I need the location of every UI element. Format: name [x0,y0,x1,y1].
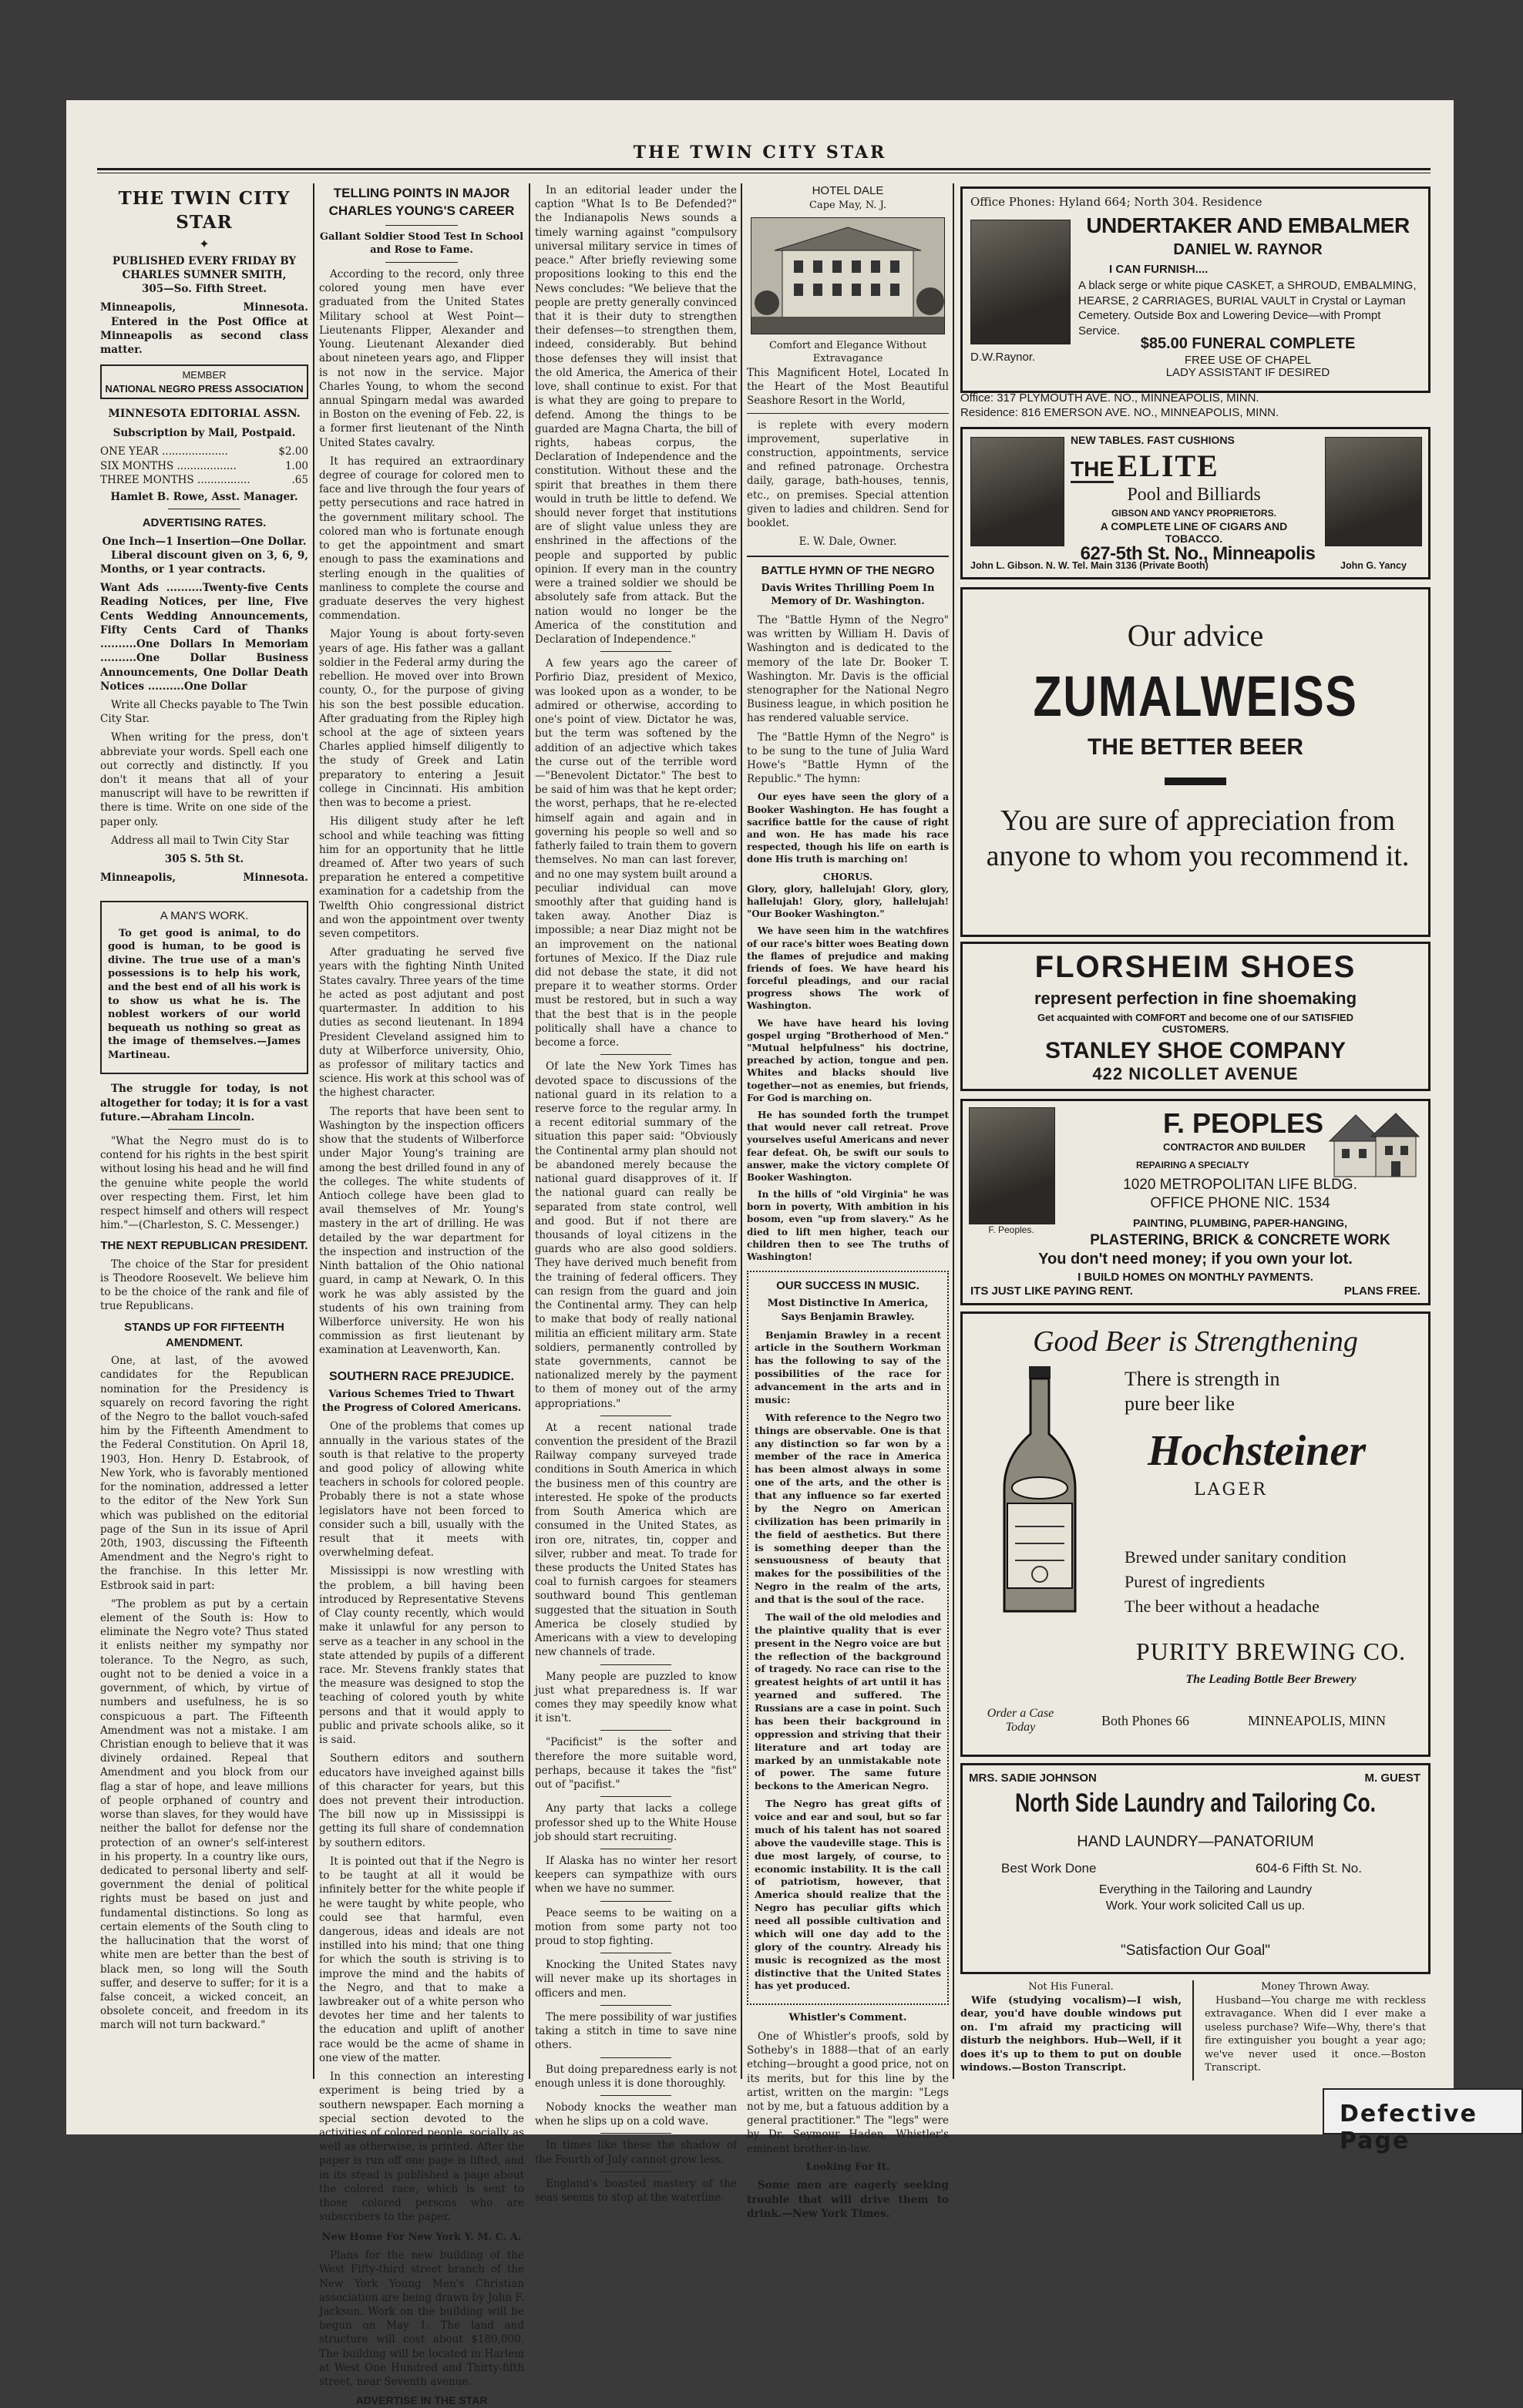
editorial-p4: At a recent national trade convention the president of the Brazil Railway company surveyed trade conditions in South America in which the business men of this country are interested. He spoke of the products from South America which are consumed in the United States, as iron ore, nitrates, tin, copper and silver, rubber and meat. To trade for these products the United States has coal to furnish cargoes for steamers southward bound This gentleman suggested that the situation in South America be closely studied by Americans with a view to developing new channels of trade. [535,1421,737,1659]
undertaker-name: DANIEL W. RAYNOR [1173,241,1323,258]
undertaker-office: Office: 317 PLYMOUTH AVE. NO., MINNEAPOLIS, MINN. [960,391,1259,405]
published-line: PUBLISHED EVERY FRIDAY BY [112,254,297,267]
undertaker-price: $85.00 FUNERAL COMPLETE [1140,335,1356,352]
jokes-section [960,1980,1426,2081]
house-illustration-icon [1325,1106,1422,1183]
yancy-portrait [1325,437,1422,546]
music-p4: The Negro has great gifts of voice and ear and soul, but so far much of his talent has not soared above the vaudeville stage. This is due most largely, of course, to economic instability. It is the call of patriotism, however, that America should realize that the Negro has peculiar gifts which need all possible cultivation and which will one day add to the glory of the country. Already his music is recognized as the most distinctive that the United States has yet produced. [755,1798,941,1992]
laundry-address: 604-6 Fifth St. No. [1256,1861,1362,1876]
rate-row [100,473,308,487]
hymn-verse-1: Our eyes have seen the glory of a Booker Washington. He has fought a sacrifice battle for the cause of right and won. He has made his race respected, though his life on earth is done His truth is marching on! [747,791,949,865]
masthead: THE TWIN CITY STAR [633,143,887,163]
music-subtitle: Most Distinctive In America, Says Benjamin Brawley. [767,1298,929,1324]
member-label: MEMBER [182,369,227,381]
editorial-p7: Any party that lacks a college professor shed up to the White House job should start recruiting. [535,1802,737,1843]
nnpa-label: NATIONAL NEGRO PRESS ASSOCIATION [105,382,304,395]
column-rule [529,183,530,2079]
undertaker-addresses [960,391,1426,421]
publisher-address: 305—So. Fifth Street. [141,283,267,296]
southern-p4: It is pointed out that if the Negro is to be taught at all it would be infinitely better for the white people if he were taught by white people, who could see that harmful, even dangerous, ideas and ideals are not instilled into his mind; that one thing for which the south is striving is to improve the mind and the habits of the Negro, and that to make a lawbreaker out of a white person who devotes her time and her talents to the education and uplift of another race would be the acme of shame in one view of the matter. [319,1855,524,2064]
editorial-p6: "Pacificist" is the softer and therefore the more suitable word, perhaps, because it takes the "fist" out of "pacifist." [535,1736,737,1792]
editorial-p1: In an editorial leader under the caption "What Is to Be Defended?" the Indianapolis News sounds a timely warning against "compulsory universal military service in times of peace." After briefly reviewing some propositions looking to this end the News concludes: "We believe that the people are pretty generally convinced that it is their duty to strengthen their defenses—to strengthen them, indeed, considerably. But behind those defenses they will insist that the old America, the America of their love, shall continue to exist. For that is what they are going to prepare to defend. Among the things to be guarded are Magna Charta, the bill of rights, habeas corpus, the Declaration of Independence and the constitution. Without these and the spirit that breathes in them there would in truth be little to defend. We should never forget that institutions are of slight value unless they are enshrined in the affections of the people and supported by public opinion. If every man in the country were a trained soldier we should be absolutely safe from attack. But the nation would no longer be the America of the constitution and Declaration of Independence." [535,184,737,646]
undertaker-title: UNDERTAKER AND EMBALMER [1086,213,1410,237]
elite-name: ELITE [1117,448,1219,483]
member-box [100,364,308,399]
southern-title: SOUTHERN RACE PREJUDICE. [328,1369,515,1383]
advertise-line: ADVERTISE IN THE STAR [355,2394,488,2407]
young-p5: After graduating he served five years with the fighting Ninth United States cavalry. Three years of the time he acted as post adjutant and post quartermaster. In addition to his duties as second lieutenant. In 1894 President Cleveland assigned him to duty at Wilberforce university, Ohio, as professor of military tactics and science. His work at this school was of the highest character. [319,946,524,1100]
beer-benefits [1125,1545,1346,1619]
laundry-owner: MRS. SADIE JOHNSON [969,1772,1097,1785]
editorial-p8: If Alaska has no winter her resort keepers can sympathize with ours when we have no summer. [535,1854,737,1896]
peoples-phone: OFFICE PHONE NIC. 1534 [1150,1195,1330,1211]
beer-benefit-1: Brewed under sanitary condition [1125,1547,1346,1567]
hotel-description: This Magnificent Hotel, Located In the Heart of the Most Beautiful Seashore Resort in the World, [747,366,949,408]
divider [600,2171,671,2172]
adv-discount: Liberal discount given on 3, 6, 9, Months, or 1 year contracts. [100,549,308,576]
elite-address: 627-5th St. No., Minneapolis [1080,543,1316,564]
undertaker-residence: Residence: 816 EMERSON AVE. NO., MINNEAPOLIS, MINN. [960,405,1279,419]
elite-the: THE [1071,457,1114,483]
beer-order: Order a Case Today [987,1707,1054,1734]
joke-funeral-text: Wife (studying vocalism)—I wish, dear, you'd have double windows put on. I'm afraid my practicing will disturb the neighbors. Hub—Well, if it does it's up to them to put on double windows.—Boston Transcript. [960,1994,1182,2074]
hotel-owner: E. W. Dale, Owner. [798,536,897,549]
editorial-p15: England's boasted mastery of the seas seems to stop at the waterline. [535,2177,737,2205]
undertaker-phones: Office Phones: Hyland 664; North 304. Residence [970,195,1262,209]
column-3 [535,183,737,2205]
undertaker-text: A black serge or white pique CASKET, a SHROUD, EMBALMING, HEARSE, 2 CARRIAGES, BURIAL VAULT in Crystal or Layman Cemetery. Outside Box and Lowering Device—with Prompt Service. [1078,279,1417,338]
beer-benefit-2: Purest of ingredients [1125,1571,1266,1591]
flor-address: 422 NICOLLET AVENUE [1092,1064,1299,1083]
zum-advice: Our advice [1127,618,1264,653]
hymn-verse-2: We have seen him in the watchfires of our race's bitter woes Beating down the flames of prejudice and making friends of foes. We have heard his forceful pleadings, and our racial progress shows The work of Washington. [747,925,949,1012]
column-1 [100,183,308,2079]
ymca-text: Plans for the new building of the West Fifty-third street branch of the New York Young Men's Christian association are being drawn by John F. Jackson. Work on the building will be begun on May 1. The land and structure will cost about $180,000. The building will be located in Harlem at West One Hundred and Thirty-fifth street, near Seventh avenue. [319,2249,524,2389]
music-p1: Benjamin Brawley in a recent article in the Southern Workman has the following to say of the possibilities of the race for advancement in the arts and in music: [755,1328,941,1406]
beer-city: MINNEAPOLIS, MINN [1248,1713,1386,1728]
hymn-subtitle: Davis Writes Thrilling Poem In Memory of Dr. Washington. [761,582,935,608]
elite-ad [960,427,1431,579]
editorial-p11: The mere possibility of war justifies taking a stitch in time to save nine others. [535,2010,737,2052]
whistler-title: Whistler's Comment. [788,2012,907,2024]
peoples-caption: F. Peoples. [988,1224,1034,1235]
mans-work-title: A MAN'S WORK. [160,908,249,922]
asst-manager: Hamlet B. Rowe, Asst. Manager. [110,491,298,504]
editorial-p14: In times like these the shadow of the Fourth of July cannot grow less. [535,2139,737,2166]
ymca-title: New Home For New York Y. M. C. A. [321,2231,522,2243]
hymn-verse-4: He has sounded forth the trumpet that would never call retreat. Prove yourselves useful Americans and never fear defeat. Oh, be swift our souls to answer, make the victory complete Of Booker Washington. [747,1109,949,1183]
peoples-name: F. PEOPLES [1163,1107,1324,1139]
mans-work-box [100,901,308,1075]
column-2 [319,183,524,2407]
southern-subtitle: Various Schemes Tried to Thwart the Progress of Colored Americans. [321,1389,522,1414]
hymn-title: BATTLE HYMN OF THE NEGRO [761,563,935,577]
beer-benefit-3: The beer without a headache [1125,1596,1320,1616]
beer-company: PURITY BREWING CO. [1135,1637,1407,1665]
beer-line-2: pure beer like [1125,1392,1235,1415]
music-p3: The wail of the old melodies and the plaintive quality that is ever present in the Negro voice are but the reflection of the background of tragedy. No race can rise to the greatest heights of art until it has yearned and suffered. The Russians are a case in point. Such has been their background in oppression and striving that their literature and art today are marked by an unmistakable note of power. The same future beckons to the American Negro. [755,1610,941,1792]
flor-represent: represent perfection in fine shoemaking [1034,989,1357,1008]
divider [600,651,671,652]
editorial-p2: A few years ago the career of Porfirio Diaz, president of Mexico, was looked upon as a wonder, to be admired or otherwise, according to one's point of view. Dictator he was, but the term was softened by the addition of an adjective which takes the curse out of the terrible word—"Benevolent Dictator." The best to be said of him was that he kept order; the worst, perhaps, that he re-elected himself again and again and in governing his people so well and so fatherly failed to train them to govern themselves. No man can last forever, and no one may system built around a peculiar individual can move smoothly after that guiding hand is taken away. Another Diaz is impossible; a near Diaz might not be an improvement on the national fortunes of Mexico. If the Diaz rule did not debase the state, it did not prepare it to weather storms. Order must be restored, but in such a way that the best that is in the people politically shall have a chance to become a force. [535,657,737,1050]
purity-beer-ad [960,1311,1431,1757]
editorial-p3: Of late the New York Times has devoted space to discussions of the national guard in its relation to a reserve force to the regular army. In a recent editorial summary of the situation this paper said: "Obviously the Continental army plan should not be abandoned merely because the national guard disapproves of it. If the national guard can really be separated from state control, well and good. But if not there are thousands of loyal citizens in the guards who are also good soldiers. They have derived much benefit from the training of federal officers. They can resign from the guard and join the Continental army. They can help to make that body of really national militia an efficient military arm. State soldiers, permanently controlled by state governments, cannot be nationalized merely by the payment to them of money out of the army appropriations." [535,1060,737,1410]
peoples-role: CONTRACTOR AND BUILDER [1163,1141,1306,1153]
zum-better: THE BETTER BEER [1087,734,1304,760]
undertaker-lady: LADY ASSISTANT IF DESIRED [1165,366,1330,379]
gibson-portrait [970,437,1064,546]
beer-bottle-icon [981,1365,1097,1619]
masthead-rule [97,168,1431,170]
star-ornament: ✦ [199,237,210,252]
column-4 [747,183,949,2220]
flor-company: STANLEY SHOE COMPANY [1044,1038,1346,1063]
beer-title: Good Beer is Strengthening [1033,1325,1358,1358]
checks-note: Write all Checks payable to The Twin City Star. [100,698,308,726]
divider [600,1901,671,1902]
publisher: CHARLES SUMNER SMITH, [122,268,287,281]
mail-city-line [100,871,308,885]
beer-line-1: There is strength in [1125,1368,1280,1390]
beer-lager: LAGER [1194,1480,1268,1500]
mea-label: MINNESOTA EDITORIAL ASSN. [108,408,301,421]
music-title: OUR SUCCESS IN MUSIC. [776,1279,920,1293]
divider [600,1054,671,1055]
rate-price: $2.00 [278,445,308,458]
hymn-p1: The "Battle Hymn of the Negro" was written by William H. Davis of Washington and is dedicated to the memory of the late Dr. Booker T. Washington. Mr. Davis is the official stenographer for the National Negro Business league, in which position he has rendered valuable service. [747,613,949,725]
undertaker-ad [960,186,1431,393]
column-rule [1192,1980,1194,2081]
subscription-label: Subscription by Mail, Postpaid. [113,427,296,440]
hotel-illustration [751,217,945,334]
hymn-chorus: Glory, glory, hallelujah! Glory, glory, hallelujah! Glory, glory, hallelujah! "Our Booker Washington." [747,883,949,920]
peoples-build: I BUILD HOMES ON MONTHLY PAYMENTS. [1078,1271,1313,1284]
peoples-portrait [969,1107,1055,1224]
divider [600,1730,671,1731]
zum-name: ZUMALWEISS [1033,664,1358,728]
peoples-address: 1020 METROPOLITAN LIFE BLDG. [1123,1177,1357,1193]
florsheim-ad [960,942,1431,1091]
looking-title: Looking For It. [805,2161,890,2173]
divider [168,1129,241,1130]
adv-rates: Want Ads ..........Twenty-five Cents Reading Notices, per line, Five Cents Wedding Announcements, Fifty Cents Card of Thanks ..........One Dollars In Memoriam ..........One Dollar Business Announcements, One Dollar Death Notices ..........One Dollar [100,582,308,693]
rate-label: THREE MONTHS ................ [100,473,250,486]
young-title: TELLING POINTS IN MAJOR CHARLES YOUNG'S CAREER [328,186,515,218]
paper-title: THE TWIN CITY STAR [118,188,291,233]
young-p6: The reports that have been sent to Washington by the inspection officers show that the students of Wilberforce under Major Young's training are among the best drilled found in any of the colleges. The white students of Antioch college have been glad to avail themselves of Mr. Young's mastery in the art of drilling. He was detailed by the war department for the inspection and instruction of the Ninth battalion of the Ohio national guard, in camp at Newark, O. In this work he was ably assisted by the students of his own training from Wilberforce university. He won his commission as first lieutenant by examination at Leavenworth, Kan. [319,1105,524,1357]
joke-funeral-title: Not His Funeral. [1028,1981,1114,1993]
hotel-title: HOTEL DALE [812,184,884,197]
bottle-illustration-icon [981,1365,1097,1619]
divider [600,2133,671,2134]
divider [600,1664,671,1665]
flor-get: Get acquainted with COMFORT and become one of our SATISFIED CUSTOMERS. [1037,1012,1353,1035]
mans-work-text: To get good is animal, to do good is human, to be good is divine. The true use of a man's possessions is to help his work, and the best end of all his work is to show us what he is. The noblest workers of our world bequeath us nothing so great as the image of themselves.—James Martineau. [108,927,301,1061]
laundry-guest: M. GUEST [1364,1772,1420,1785]
divider [600,2057,671,2058]
hotel-caption: Comfort and Elegance Without Extravagance [768,339,927,365]
laundry-goal: "Satisfaction Our Goal" [1120,1943,1271,1959]
lincoln-quote: The struggle for today, is not altogether for today; it is for a vast future.—Abraham Lincoln. [100,1083,308,1123]
peoples-paint: PAINTING, PLUMBING, PAPER-HANGING, [1133,1217,1347,1229]
hotel-description-2: is replete with every modern improvement, superlative in construction, appointments, service and refined patronage. Orchestra daily, garage, bath-houses, tennis, etc., on premises. Special attention given to ladies and children. Send for booklet. [747,418,949,530]
rate-row [100,445,308,458]
divider [747,556,949,557]
elite-top: NEW TABLES. FAST CUSHIONS [1071,434,1235,446]
joke-funeral [960,1980,1182,2081]
divider [385,225,457,226]
young-p4: His diligent study after he left school and while teaching was fitting him for an opportunity that he little dreamed of. After two years of such preparation he entered a competitive examination for a cadetship from the Twelfth Ohio congressional district and won the appointment over twenty seven competitors. [319,815,524,941]
peoples-plaster: PLASTERING, BRICK & CONCRETE WORK [1090,1232,1390,1248]
editorial-p5: Many people are puzzled to know just what preparedness is. If war comes they may speedily know what it isn't. [535,1670,737,1725]
hymn-verse-3: We have have heard his loving gospel urging "Brotherhood of Men." "Mutual helpfulness" his doctrine, preached by action, tongue and pen. Whites and blacks should live together—not as enemies, but friends, For God is marching on. [747,1017,949,1103]
young-p3: Major Young is about forty-seven years of age. His father was a gallant soldier in the Federal army during the rebellion. He moved over into Brown county, O., for the purpose of giving his son the best possible education. After graduating from the Ripley high school at the age of sixteen years Charles applied himself diligently to the study of Greek and Latin preparatory to entering a Jesuit college in Cincinnati. His ambition then was to become a priest. [319,628,524,810]
column-rule [953,183,954,2079]
editorial-p13: Nobody knocks the weather man when he slips up on a cold wave. [535,2101,737,2128]
rate-price: 1.00 [284,459,308,472]
entered-notice: Entered in the Post Office at Minneapolis as second class matter. [100,315,308,356]
music-box [747,1271,949,2005]
hymn-chorus-label: CHORUS. [822,871,873,882]
dateline [100,301,308,314]
undertaker-signature: D.W.Raynor. [970,351,1036,364]
joke-money-title: Money Thrown Away. [1261,1981,1370,1993]
peoples-plans: PLANS FREE. [1343,1285,1420,1298]
negro-quote: "What the Negro must do is to contend for his rights in the best spirit without losing his head and he will find the genuine white people the world over respecting them. First, let him respect himself and others will respect him."—(Charleston, S. C. Messenger.) [100,1134,308,1232]
beer-brand: Hochsteiner [1148,1427,1367,1475]
peoples-repair: REPAIRING A SPECIALTY [1136,1160,1249,1170]
peoples-ad [960,1099,1431,1305]
young-p2: It has required an extraordinary degree of courage for colored men to face and live through the four years of petty persecutions and race hatred in the government military school. The colored man who is fortunate enough to get the appointment and smart enough to pass the examinations and sterling enough in the qualities of manliness to complete the course and graduate deserves the very highest commendation. [319,455,524,623]
elite-pool: Pool and Billiards [1127,485,1261,505]
joke-money [1205,1980,1426,2081]
advertising-title: ADVERTISING RATES. [142,516,267,530]
defective-page-label: Defective Page [1323,2088,1523,2134]
hymn-p2: The "Battle Hymn of the Negro" is to be sung to the tune of Julia Ward Howe's "Battle Hymn of the Republic." The hymn: [747,730,949,786]
joke-money-text: Husband—You charge me with reckless extravagance. When did I ever make a useless purchase? Wife—Why, there's that fire extinguisher you bought a year ago; we've never used it once.—Boston Transcript. [1204,1994,1427,2074]
divider [600,2005,671,2006]
house-icon [1325,1106,1422,1183]
divider [600,2095,671,2096]
dateline-city: Minneapolis, [100,301,177,314]
laundry-name: North Side Laundry and Tailoring Co. [1014,1788,1377,1818]
fifteenth-p2: "The problem as put by a certain element of the South is: How to eliminate the Negro vote? Thus stated it enlists neither my sympathy nor tolerance. To the Negro, as such, ought not to be denied a voice in a government, of which, by virtue of numbers and usefulness, he is so conspicuous a part. The Fifteenth Amendment was not a mistake. I am Christian enough to believe that it was divinely ordained. Repeal that Amendment and you block from our flag a star of hope, and leave millions of people orphaned of country and worse than slaves, for they would have neither the ballot for defense nor the protection of an owner's self-interest in his property. In a country like ours, dedicated to personal liberty and self-government the denial of political rights must be based on just and fundamental distinctions. So long as certain elements of the South cling to the hallucination that the worst of white men are better than the best of black men, so long will the South suffer, and deserve to suffer; for it is a false conceit, a wicked conceit, an obsolete conceit, and freedom in its march will not turn backward." [100,1597,308,2032]
southern-p3: Southern editors and southern educators have inveighed against bills of this character for years, but this does not prevent their introduction. The bill now up in Mississippi is getting its full share of condemnation by southern editors. [319,1752,524,1849]
writing-note: When writing for the press, don't abbreviate your words. Spell each one out correctly and distinctly. If you don't it means that all of your manuscript will have to be rewritten if there is time. Write on one side of the paper only. [100,731,308,828]
young-p1: According to the record, only three colored young men have ever graduated from the United States Military school at West Point—Lieutenants Flipper, Alexander and Young. Lieutenant Alexander died about nineteen years ago, and Flipper is not now in the service. Major Charles Young, to whom the second annual Spingarn medal was awarded in Boston on the evening of Feb. 22, is a former first lieutenant of the Ninth United States cavalry. [319,267,524,449]
column-rule [313,183,314,2079]
elite-cigars: A COMPLETE LINE OF CIGARS AND TOBACCO. [1100,520,1288,545]
southern-p1: One of the problems that comes up annually in the various states of the south is that relative to the property and good policy of allowing white teachers in schools for colored people. Probably there is not a state whose legislators have not been forced to consider such a bill, usually with the result that it meets with overwhelming defeat. [319,1420,524,1560]
fifteenth-p1: One, at last, of the avowed candidates for the Republican nomination for the Presidency is squarely on record favoring the right of the Negro to the ballot vouch-safed him by the Fifteenth Amendment to the Federal Constitution. On April 18, 1903, Hon. Henry D. Estabrook, of New York, who is favorably mentioned for the nomination, addressed a letter to the editor of the New York Sun which was published on the editorial page of the Sun in its issue of April 20th, 1903, discussing the Fifteenth Amendment and the Negro's right to the franchise. In this letter Mr. Estbrook said in part: [100,1355,308,1592]
undertaker-chapel: FREE USE OF CHAPEL [1184,354,1312,367]
rate-row [100,459,308,473]
rate-label: ONE YEAR .................... [100,445,228,458]
peoples-rent: ITS JUST LIKE PAYING RENT. [970,1285,1133,1298]
hymn-verse-5: In the hills of "old Virginia" he was born in poverty, With ambition in his bosom, even "up from slavery." As he died to lift men higher, teach our children then to see The truths of Washington! [747,1189,949,1263]
column-rule [741,183,742,2079]
newspaper-page [66,100,1454,2407]
zum-sure: You are sure of appreciation from anyone to whom you recommend it. [986,804,1410,872]
elite-logo [1071,448,1317,484]
beer-phones: Both Phones 66 [1101,1713,1190,1728]
editorial-p10: Knocking the United States navy will never make up its shortages in officers and men. [535,1959,737,2000]
beer-leading: The Leading Bottle Beer Brewery [1185,1673,1357,1686]
looking-text: Some men are eagerly seeking trouble that will drive them to drink.—New York Times. [747,2179,949,2220]
laundry-every: Everything in the Tailoring and Laundry Work. Your work solicited Call us up. [1098,1883,1313,1913]
laundry-hand: HAND LAUNDRY—PANATORIUM [1077,1833,1314,1850]
flor-name: FLORSHEIM SHOES [1034,950,1357,984]
fifteenth-title: STANDS UP FOR FIFTEENTH AMENDMENT. [124,1320,284,1349]
elite-yancy: John G. Yancy [1340,560,1407,571]
laundry-best: Best Work Done [1001,1861,1097,1876]
rate-price: .65 [291,473,308,486]
young-subtitle: Gallant Soldier Stood Test In School and Rose to Fame. [319,230,524,257]
divider [747,413,949,414]
hotel-building-icon [751,218,944,334]
divider [600,1796,671,1797]
zum-bar [1165,777,1226,785]
elite-props: GIBSON AND YANCY PROPRIETORS. [1111,508,1276,519]
whistler-text: One of Whistler's proofs, sold by Sotheby's in 1888—that of an early etching—brought a good price, not on its merits, but for this line by the artist, written on the margin: "Legs not by me, but a fatuous addition by a general practitioner." The "legs" were by Dr. Seymour Haden, Whistler's eminent brother-in-law. [747,2030,949,2155]
hotel-location: Cape May, N. J. [809,200,886,212]
raynor-portrait [970,220,1071,344]
peoples-money: You don't need money; if you own your lot. [1038,1251,1353,1268]
mail-note: Address all mail to Twin City Star [111,834,289,847]
divider [385,262,457,263]
editorial-p9: Peace seems to be waiting on a motion from some party not too proud to stop fighting. [535,1906,737,1948]
laundry-ad [960,1763,1431,1974]
adv-one-inch: One Inch—1 Insertion—One Dollar. [102,535,307,548]
southern-p2: Mississippi is now wrestling with the problem, a bill having been introduced by Representative Stevens of Clay county recently, which would make it unlawful for any person to serve as a teacher in any school in the state attended by pupils of a different race. Mr. Stevens frankly states that the measure was designed to stop the teaching of colored youth by white persons and that it would apply to public and private schools alike, so it is said. [319,1565,524,1747]
zumalweiss-ad [960,587,1431,937]
undertaker-furnish: I CAN FURNISH.... [1109,263,1209,276]
next-president-title: THE NEXT REPUBLICAN PRESIDENT. [100,1239,308,1253]
elite-gibson: John L. Gibson. N. W. Tel. Main 3136 (Private Booth) [970,560,1209,571]
mail-state: Minnesota. [243,872,308,885]
southern-p5: In this connection an interesting experiment is being tried by a southern newspaper. Each morning a special section devoted to the activities of colored people, socially as well as otherwise, is printed. After the paper is run off one page is lifted, and in its stead is published a page about the colored race, which is sent to those colored persons who are subscribers to the paper. [319,2070,524,2224]
music-p2: With reference to the Negro two things are observable. One is that any distinction so far won by a member of the race in America has been almost always in some one of the arts, and the other is that any influence so far exerted by the Negro on American civilization has been primarily in the field of aesthetics. But there is something deeper than the sensuousness of beauty that makes for the possibilities of the Negro in the realm of the arts, and that is the soul of the race. [755,1411,941,1606]
editorial-p12: But doing preparedness early is not enough unless it is done thoroughly. [535,2063,737,2090]
dateline-state: Minnesota. [243,301,308,314]
mail-city: Minneapolis, [100,872,177,885]
rate-label: SIX MONTHS .................. [100,459,237,472]
mail-address: 305 S. 5th St. [164,853,244,866]
next-president-text: The choice of the Star for president is Theodore Roosevelt. We believe him to be the choice of the rank and file of true Republicans. [100,1258,308,1313]
subscription-rates [100,445,308,487]
